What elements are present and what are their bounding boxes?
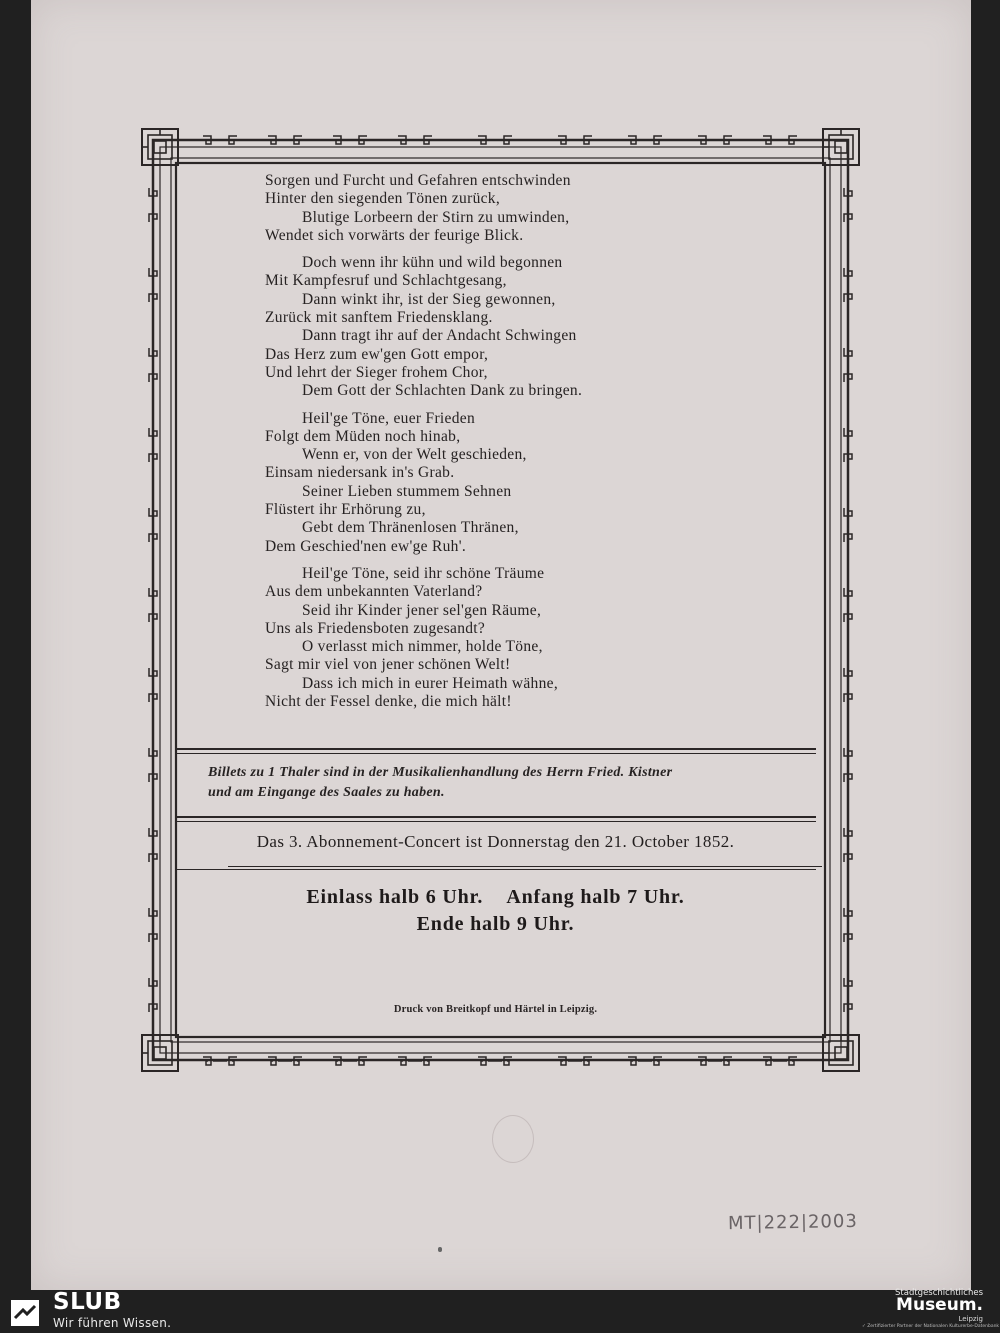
divider-rule [228,866,822,867]
poem-line: Dem Geschied'nen ew'ge Ruh'. [265,537,466,555]
poem-line: Dann tragt ihr auf der Andacht Schwingen [302,327,577,345]
poem-line: Sorgen und Furcht und Gefahren entschwinden [265,172,571,189]
printer-imprint: Druck von Breitkopf und Härtel in Leipzig. [393,1004,598,1015]
poem-line: Seid ihr Kinder jener sel'gen Räume, [302,601,542,619]
poem-stanza [265,410,825,556]
poem-line: Dann winkt ihr, ist der Sieg gewonnen, [302,290,556,308]
poem-stanza [265,172,825,245]
poem [265,172,825,711]
poem-line: Folgt dem Müden noch hinab, [265,427,461,445]
poem-line: Uns als Friedensboten zugesandt? [265,619,486,637]
poem-line: O verlasst mich nimmer, holde Töne, [302,638,543,656]
divider-rule [175,869,816,870]
next-concert-notice: Das 3. Abonnement-Concert ist Donnerstag den 21. October 1852. [256,832,735,851]
schedule [175,884,816,938]
poem-line: Heil'ge Töne, seid ihr schöne Träume [302,564,545,582]
poem-line: Hinter den siegenden Tönen zurück, [265,190,501,208]
museum-city: Leipzig [958,1315,983,1323]
poem-line: Wendet sich vorwärts der feurige Blick. [265,226,524,244]
poem-line: Wenn er, von der Welt geschieden, [302,446,527,464]
admission-time: Einlass halb 6 Uhr. [306,886,484,908]
divider-rule [175,748,816,750]
poem-line: Aus dem unbekannten Vaterland? [265,583,483,601]
poem-stanza [265,254,825,400]
poem-line: Dass ich mich in eurer Heimath wähne, [302,674,559,692]
ticket-notice-line: und am Eingange des Saales zu haben. [208,785,445,800]
poem-line: Nicht der Fessel denke, die mich hält! [265,693,512,711]
poem-line: Heil'ge Töne, euer Frieden [302,409,475,427]
ink-mark [438,1247,442,1252]
faint-stamp [492,1115,534,1163]
library-name: SLUB [53,1289,122,1315]
museum-name: Museum. [896,1295,983,1315]
poem-line: Zurück mit sanftem Friedensklang. [265,309,493,327]
slub-logo-icon [11,1300,39,1326]
museum-label-top: Stadtgeschichtliches [895,1288,983,1298]
end-time: Ende halb 9 Uhr. [416,913,575,935]
poem-line: Blutige Lorbeern der Stirn zu umwinden, [302,208,570,226]
poem-line: Und lehrt der Sieger frohem Chor, [265,363,488,381]
divider-rule [175,821,816,822]
handwritten-shelfmark: MT|222|2003 [727,1210,859,1235]
poem-stanza [265,565,825,711]
library-tagline: Wir führen Wissen. [53,1316,172,1330]
poem-line: Gebt dem Thränenlosen Thränen, [302,519,519,537]
ticket-notice [208,763,808,803]
poem-line: Seiner Lieben stummem Sehnen [302,482,512,500]
ticket-notice-line: Billets zu 1 Thaler sind in der Musikalienhandlung des Herrn Fried. Kistner [208,765,673,780]
start-time: Anfang halb 7 Uhr. [506,886,685,908]
poem-line: Das Herz zum ew'gen Gott empor, [265,345,489,363]
poem-line: Doch wenn ihr kühn und wild begonnen [302,254,563,272]
poem-line: Einsam niedersank in's Grab. [265,464,455,482]
divider-rule [175,816,816,818]
poem-line: Mit Kampfesruf und Schlachtgesang, [265,272,507,290]
museum-certification: ✓ Zertifizierter Partner der Nationalen Kulturerbe-Datenbank [862,1324,1000,1329]
poem-line: Flüstert ihr Erhörung zu, [265,501,426,519]
poem-line: Sagt mir viel von jener schönen Welt! [265,656,511,674]
divider-rule [175,753,816,754]
poem-line: Dem Gott der Schlachten Dank zu bringen. [302,382,583,400]
